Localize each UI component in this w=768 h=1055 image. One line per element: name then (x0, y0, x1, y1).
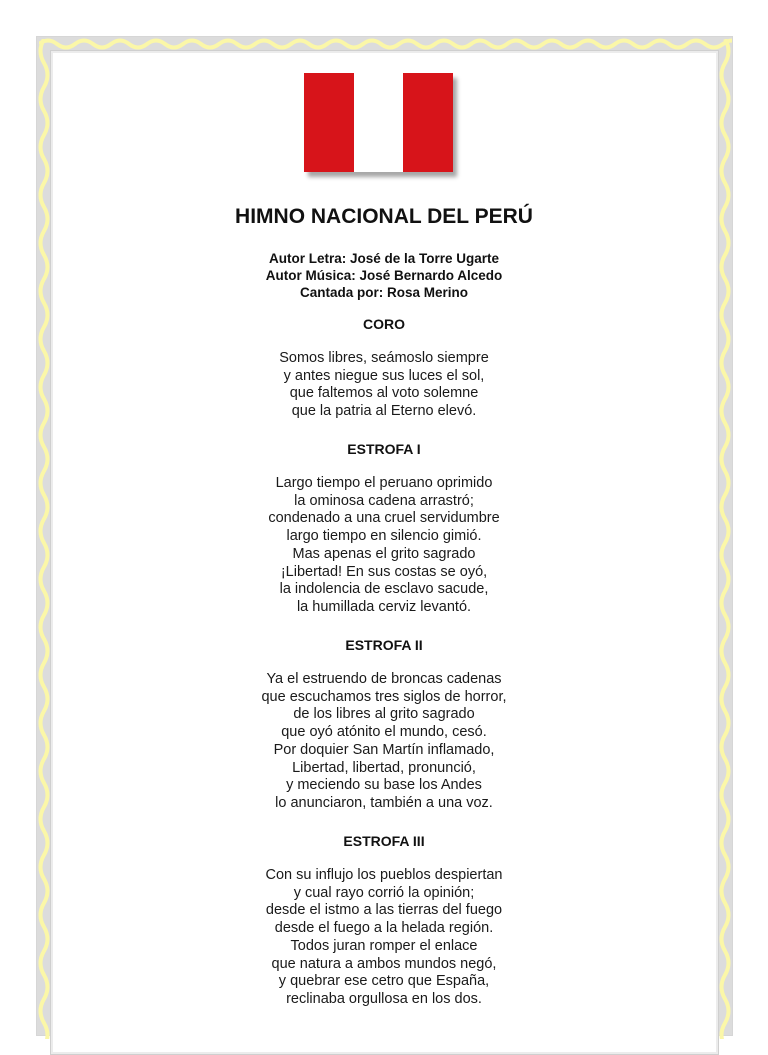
flag-band-red-left (304, 73, 354, 172)
verse-line: reclinaba orgullosa en los dos. (286, 990, 482, 1007)
section-heading: ESTROFA III (343, 833, 425, 849)
music-author: Autor Música: José Bernardo Alcedo (265, 268, 503, 283)
section-coro (0, 316, 768, 421)
verse-line: que la patria al Eterno elevó. (291, 403, 477, 420)
verse-line: desde el fuego a la helada región. (274, 920, 494, 937)
verse-line: que natura a ambos mundos negó, (271, 955, 497, 972)
section-estrofa-3 (0, 833, 768, 1009)
verse (0, 867, 768, 1009)
verse-line: y cual rayo corrió la opinión; (293, 884, 475, 901)
verse-line: que faltemos al voto solemne (289, 385, 479, 402)
verse-line: largo tiempo en silencio gimió. (286, 528, 482, 545)
verse-line: Por doquier San Martín inflamado, (273, 741, 495, 758)
verse-line: que escuchamos tres siglos de horror, (261, 688, 507, 705)
verse-line: Con su influjo los pueblos despiertan (265, 867, 503, 883)
section-estrofa-1 (0, 441, 768, 617)
verse-line: Largo tiempo el peruano oprimido (275, 475, 493, 491)
lyrics-author: Autor Letra: José de la Torre Ugarte (268, 251, 500, 266)
verse-line: Libertad, libertad, pronunció, (292, 759, 476, 776)
wave-border-top-icon (39, 38, 732, 50)
section-estrofa-2 (0, 637, 768, 813)
verse-line: la ominosa cadena arrastró; (294, 492, 474, 509)
flag-band-white-center (354, 73, 404, 172)
verse-line: Todos juran romper el enlace (290, 937, 478, 954)
verse-line: de los libres al grito sagrado (293, 706, 475, 723)
verse-line: la indolencia de esclavo sacude, (279, 581, 489, 598)
credits (0, 250, 768, 301)
verse-line: desde el istmo a las tierras del fuego (265, 902, 503, 919)
verse-line: Ya el estruendo de broncas cadenas (266, 671, 502, 687)
verse (0, 475, 768, 617)
flag-band-red-right (403, 73, 453, 172)
verse-line: condenado a una cruel servidumbre (268, 510, 500, 527)
verse-line: Somos libres, seámoslo siempre (279, 350, 489, 366)
verse-line: y meciendo su base los Andes (286, 777, 482, 794)
verse-line: y antes niegue sus luces el sol, (283, 367, 485, 384)
verse-line: que oyó atónito el mundo, cesó. (281, 724, 487, 741)
section-heading: CORO (363, 316, 405, 332)
verse-line: lo anunciaron, también a una voz. (275, 794, 493, 811)
peru-flag (304, 73, 454, 174)
section-heading: ESTROFA II (345, 637, 423, 653)
section-heading: ESTROFA I (347, 441, 421, 457)
verse (0, 671, 768, 813)
verse-line: la humillada cerviz levantó. (296, 598, 472, 615)
peru-flag-icon (304, 73, 453, 172)
verse-line: ¡Libertad! En sus costas se oyó, (280, 563, 488, 580)
sung-by: Cantada por: Rosa Merino (299, 285, 469, 300)
verse-line: Mas apenas el grito sagrado (292, 545, 476, 562)
verse-line: y quebrar ese cetro que España, (278, 973, 490, 990)
anthem-title: HIMNO NACIONAL DEL PERÚ (235, 205, 533, 228)
verse (0, 350, 768, 421)
